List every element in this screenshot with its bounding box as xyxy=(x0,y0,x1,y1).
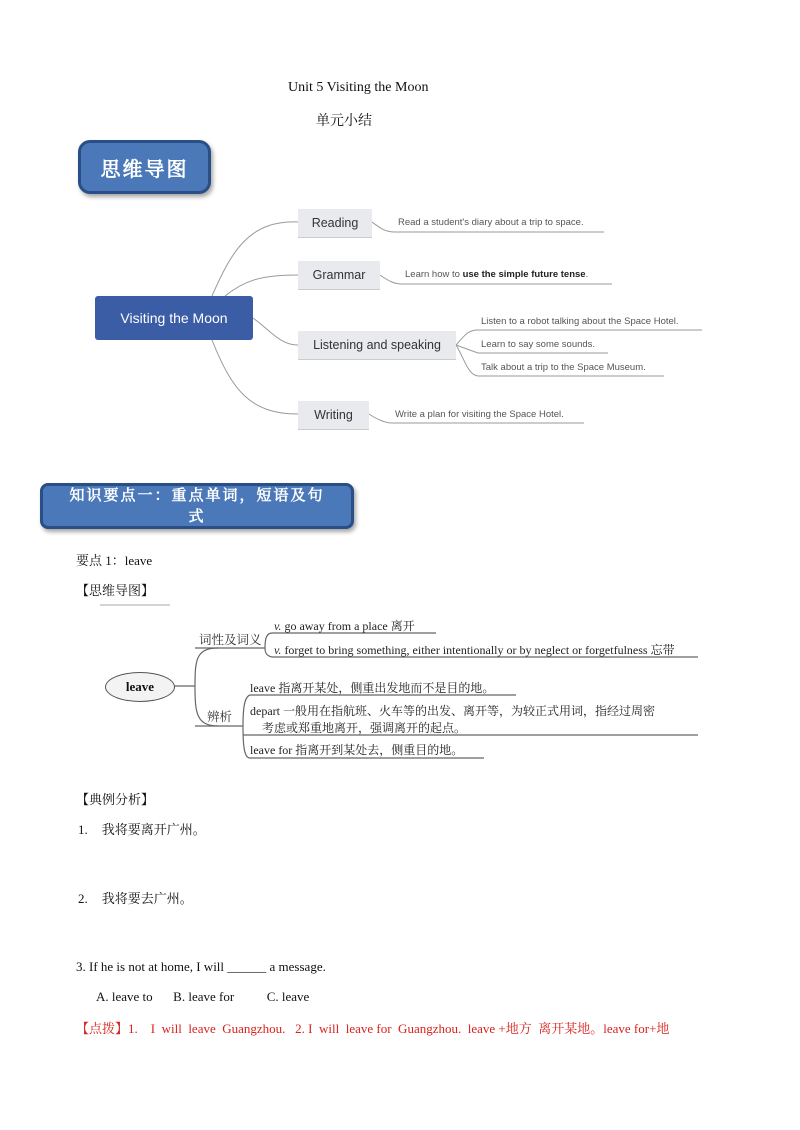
point-1-label: 要点 1：leave xyxy=(76,553,153,568)
leaf-listening-2: Learn to say some sounds. xyxy=(481,339,596,350)
option-b: B. leave for xyxy=(173,989,235,1004)
option-a: A. leave to xyxy=(96,989,153,1004)
distinction-depart-1: depart 一般用在指航班、火车等的出发、离开等，为较正式用词，指经过周密 xyxy=(250,704,655,718)
mind-map-heading: 思维导图 xyxy=(78,140,211,194)
leave-root: leave xyxy=(105,672,175,702)
distinction-leave: leave 指离开某处，侧重出发地而不是目的地。 xyxy=(250,681,495,695)
definition-1: v. go away from a place 离开 xyxy=(274,619,415,633)
branch-grammar: Grammar xyxy=(298,261,380,289)
example-2: 2. 我将要去广州。 xyxy=(78,891,193,906)
document-subtitle: 单元小结 xyxy=(316,114,372,129)
document-title: Unit 5 Visiting the Moon xyxy=(288,80,429,95)
mind-map-root: Visiting the Moon xyxy=(95,296,253,340)
knowledge-heading: 知识要点一：重点单词，短语及句 式 xyxy=(40,483,354,529)
examples-tag: 【典例分析】 xyxy=(76,792,155,807)
mind-map-tag: 【思维导图】 xyxy=(76,583,155,598)
category-distinction: 辨析 xyxy=(207,710,233,724)
leaf-writing: Write a plan for visiting the Space Hotel. xyxy=(395,409,564,420)
leaf-listening-1: Listen to a robot talking about the Space Hotel. xyxy=(481,316,679,327)
question-3-options xyxy=(96,989,309,1005)
distinction-depart-2: 考虑或郑重地离开，强调离开的起点。 xyxy=(262,721,467,735)
hint: 【点拨】1. I will leave Guangzhou. 2. I will leave for Guangzhou. leave +地方 离开某地。leave for+地 xyxy=(76,1021,670,1036)
leaf-reading: Read a student's diary about a trip to space. xyxy=(398,217,584,228)
definition-2: v. forget to bring something, either intentionally or by neglect or forgetfulness 忘带 xyxy=(274,643,675,657)
leaf-listening-3: Talk about a trip to the Space Museum. xyxy=(481,362,646,373)
branch-listening-speaking: Listening and speaking xyxy=(298,331,456,359)
option-c: C. leave xyxy=(266,989,310,1004)
question-3: 3. If he is not at home, I will ______ a message. xyxy=(76,959,326,974)
branch-reading: Reading xyxy=(298,209,372,237)
distinction-leave-for: leave for 指离开到某处去，侧重目的地。 xyxy=(250,743,464,757)
example-1: 1. 我将要离开广州。 xyxy=(78,822,206,837)
leaf-grammar: Learn how to use the simple future tense. xyxy=(405,269,589,280)
branch-writing: Writing xyxy=(298,401,369,429)
category-meaning: 词性及词义 xyxy=(199,633,262,647)
